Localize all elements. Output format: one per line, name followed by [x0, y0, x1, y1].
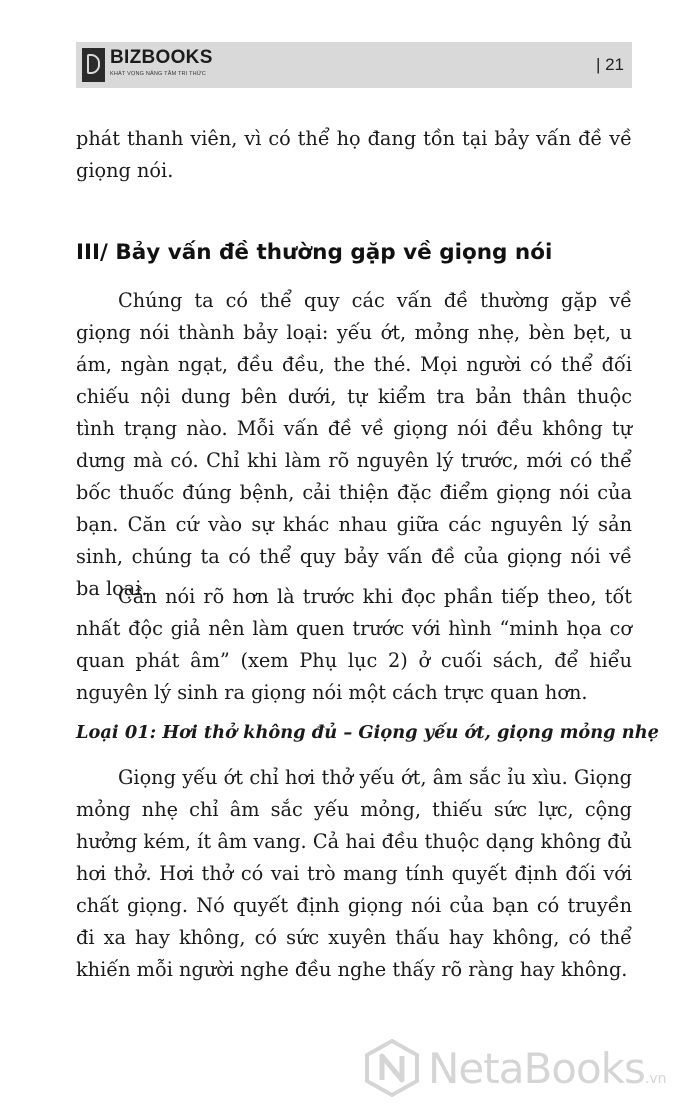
section-heading: III/ Bảy vấn đề thường gặp về giọng nói [76, 240, 553, 265]
netabooks-watermark [362, 1038, 682, 1102]
intro-paragraph: phát thanh viên, vì có thể họ đang tồn tại bảy vấn đề về giọng nói. [76, 127, 632, 182]
body-paragraph-2: Cần nói rõ hơn là trước khi đọc phần tiếp theo, tốt nhất độc giả nên làm quen trước với hình “minh họa cơ quan phát âm” (xem Phụ lục 2) ở cuối sách, để hiểu nguyên lý sinh ra giọng nói một cách trực quan hơn. [76, 585, 632, 704]
watermark-text: NetaBooks.vn [428, 1044, 667, 1093]
netabooks-logo-icon [362, 1038, 422, 1098]
subsection-heading: Loại 01: Hơi thở không đủ – Giọng yếu ớt, giọng mỏng nhẹ [76, 722, 659, 743]
page-number: | 21 [595, 55, 624, 74]
bizbooks-logo [82, 47, 252, 83]
body-paragraph-3: Giọng yếu ớt chỉ hơi thở yếu ớt, âm sắc ỉu xìu. Giọng mỏng nhẹ chỉ âm sắc yếu mỏng, thiếu sức lực, cộng hưởng kém, ít âm vang. Cả hai đều thuộc dạng không đủ hơi thở. Hơi thở có vai trò mang tính quyết định đối với chất giọng. Nó quyết định giọng nói của bạn có truyền đi xa hay không, có sức xuyên thấu hay không, có thể khiến mỗi người nghe đều nghe thấy rõ ràng hay không. [76, 766, 632, 981]
body-paragraph-1: Chúng ta có thể quy các vấn đề thường gặp về giọng nói thành bảy loại: yếu ớt, mỏng nhẹ, bèn bẹt, u ám, ngàn ngạt, đều đều, the thé. Mọi người có thể đối chiếu nội dung bên dưới, tự kiểm tra bản thân thuộc tình trạng nào. Mỗi vấn đề về giọng nói đều không tự dưng mà có. Chỉ khi làm rõ nguyên lý trước, mới có thể bốc thuốc đúng bệnh, cải thiện đặc điểm giọng nói của bạn. Căn cứ vào sự khác nhau giữa các nguyên lý sản sinh, chúng ta có thể quy bảy vấn đề của giọng nói về ba loại. [76, 289, 632, 600]
publisher-name: BIZBOOKS [110, 47, 213, 68]
bizbooks-logo-icon [82, 48, 105, 82]
page-header [76, 42, 632, 88]
publisher-tagline: KHÁT VỌNG NÂNG TẦM TRI THỨC [110, 71, 206, 77]
